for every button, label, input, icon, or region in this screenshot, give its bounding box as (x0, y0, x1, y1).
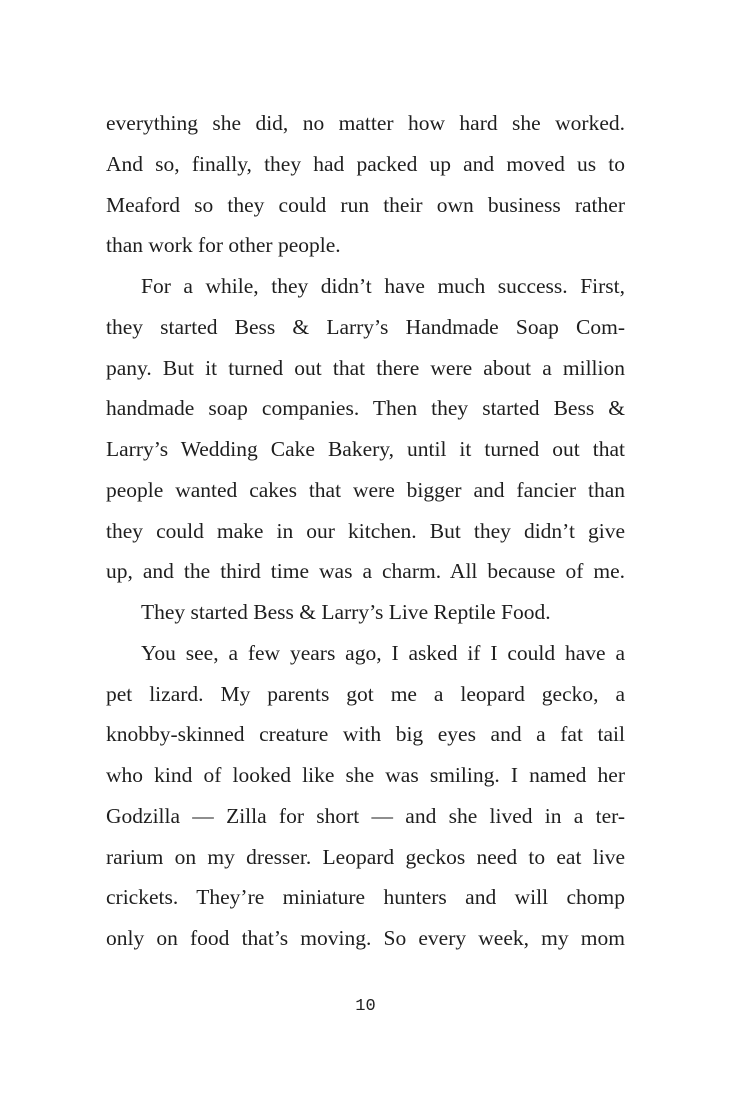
text-line: only on food that’s moving. So every week, my mom (106, 926, 625, 950)
text-line: handmade soap companies. Then they started Bess & (106, 396, 625, 421)
text-line: Godzilla — Zilla for short — and she lived in a ter- (106, 803, 625, 828)
text-line: people wanted cakes that were bigger and fancier than (106, 477, 625, 502)
text-line: Meaford so they could run their own business rather (106, 192, 625, 217)
text-line: pet lizard. My parents got me a leopard gecko, a (106, 681, 625, 706)
text-line: they could make in our kitchen. But they didn’t give (106, 518, 625, 543)
text-line: crickets. They’re miniature hunters and will chomp (106, 885, 625, 910)
text-line: than work for other people. (106, 233, 341, 258)
text-line: they started Bess & Larry’s Handmade Soap Com- (106, 314, 625, 339)
text-line: who kind of looked like she was smiling. I named her (106, 763, 625, 787)
text-line: rarium on my dresser. Leopard geckos need to eat live (106, 844, 625, 869)
text-line: Larry’s Wedding Cake Bakery, until it turned out that (106, 437, 625, 461)
text-line: You see, a few years ago, I asked if I could have a (141, 640, 625, 665)
page-number: 10 (355, 997, 376, 1016)
text-line: everything she did, no matter how hard she worked. (106, 111, 625, 135)
text-line: And so, finally, they had packed up and moved us to (106, 151, 625, 176)
body-text (106, 103, 625, 959)
text-line: For a while, they didn’t have much success. First, (141, 274, 625, 298)
text-line: up, and the third time was a charm. All because of me. (106, 559, 625, 584)
text-line: knobby-skinned creature with big eyes and a fat tail (106, 722, 625, 747)
text-line: They started Bess & Larry’s Live Reptile Food. (141, 600, 551, 624)
text-line: pany. But it turned out that there were about a million (106, 355, 625, 380)
